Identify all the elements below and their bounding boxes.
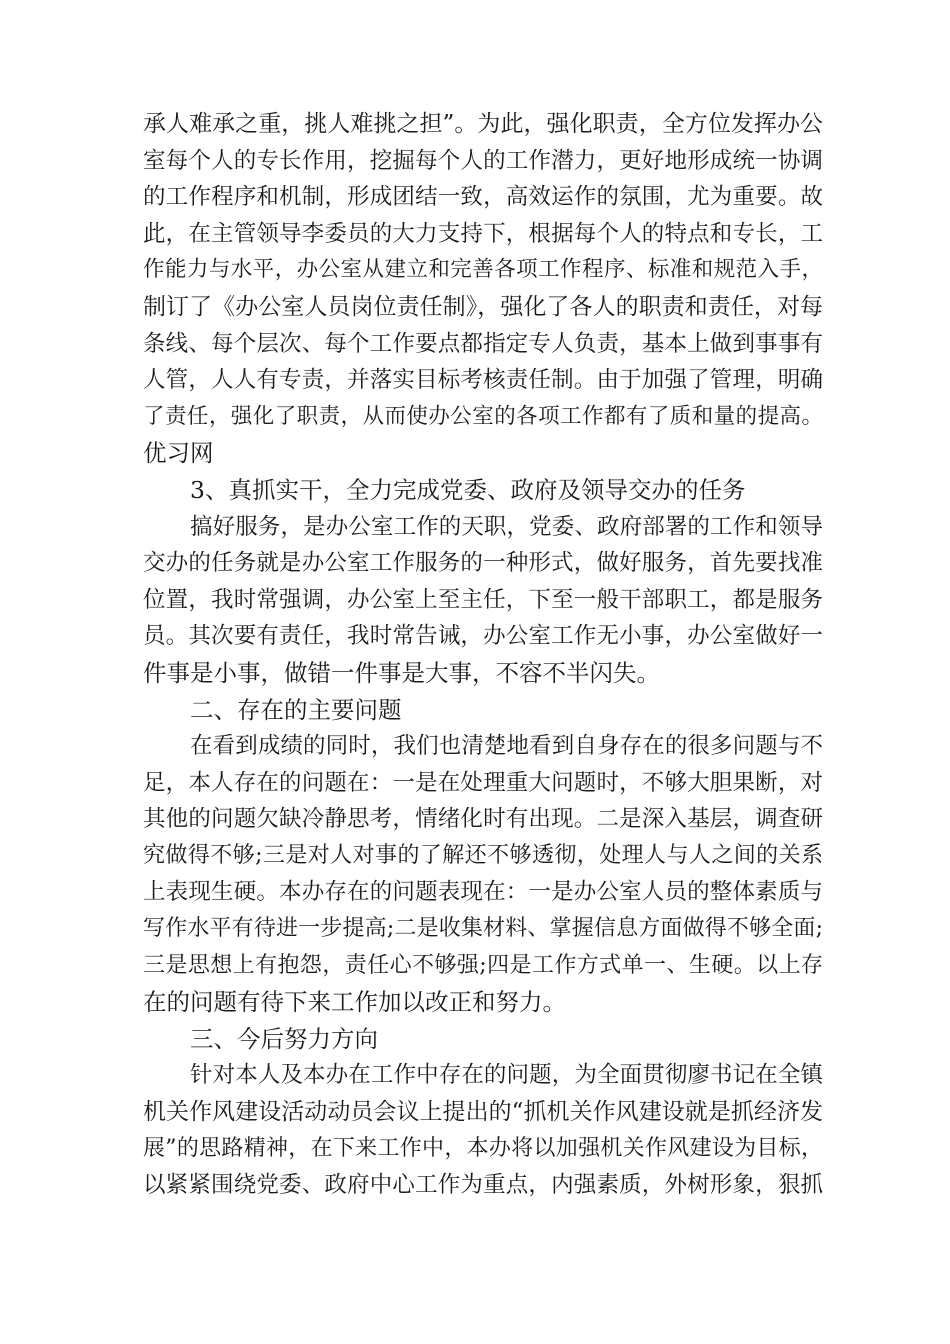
text-line: 人管，人人有专责，并落实目标考核责任制。由于加强了管理，明确 bbox=[143, 367, 823, 394]
text-line: 制订了《办公室人员岗位责任制》，强化了各人的职责和责任，对每 bbox=[143, 293, 823, 320]
paragraph-first-line: 针对本人及本办在工作中存在的问题，为全面贯彻廖书记在全镇 bbox=[190, 1062, 823, 1089]
text-line: 交办的任务就是办公室工作服务的一种形式，做好服务，首先要找准 bbox=[143, 550, 823, 577]
text-line: 员。其次要有责任，我时常告诫，办公室工作无小事，办公室做好一 bbox=[143, 623, 823, 650]
text-line: 三是思想上有抱怨，责任心不够强;四是工作方式单一、生硬。以上存 bbox=[143, 952, 823, 978]
text-line: 足，本人存在的问题在：一是在处理重大问题时，不够大胆果断，对 bbox=[143, 769, 823, 796]
text-line: 展”的思路精神，在下来工作中，本办将以加强机关作风建设为目标， bbox=[143, 1135, 823, 1161]
text-line: 位置，我时常强调，办公室上至主任，下至一般干部职工，都是服务 bbox=[143, 586, 823, 613]
text-line: 究做得不够;三是对人对事的了解还不够透彻，处理人与人之间的关系 bbox=[143, 842, 823, 868]
paragraph-first-line: 二、存在的主要问题 bbox=[190, 695, 402, 724]
text-line: 的工作程序和机制，形成团结一致，高效运作的氛围，尤为重要。故 bbox=[143, 184, 823, 211]
text-line: 室每个人的专长作用，挖掘每个人的工作潜力，更好地形成统一协调 bbox=[143, 147, 823, 174]
text-line: 在的问题有待下来工作加以改正和努力。 bbox=[143, 988, 566, 1017]
document-body bbox=[143, 106, 823, 1204]
text-line: 其他的问题欠缺冷静思考，情绪化时有出现。二是深入基层，调查研 bbox=[143, 806, 823, 833]
text-line: 优习网 bbox=[143, 439, 214, 468]
text-line: 作能力与水平，办公室从建立和完善各项工作程序、标准和规范入手， bbox=[143, 257, 823, 283]
text-line: 条线、每个层次、每个工作要点都指定专人负责，基本上做到事事有 bbox=[143, 330, 823, 357]
text-line: 此，在主管领导李委员的大力支持下，根据每个人的特点和专长，工 bbox=[143, 220, 823, 247]
text-line: 了责任，强化了职责，从而使办公室的各项工作都有了质和量的提高。 bbox=[143, 403, 823, 429]
text-line: 承人难承之重，挑人难挑之担”。为此，强化职责，全方位发挥办公 bbox=[143, 111, 823, 137]
text-line: 上表现生硬。本办存在的问题表现在：一是办公室人员的整体素质与 bbox=[143, 879, 823, 906]
text-line: 写作水平有待进一步提高;二是收集材料、掌握信息方面做得不够全面; bbox=[143, 916, 823, 942]
paragraph-first-line: 搞好服务，是办公室工作的天职，党委、政府部署的工作和领导 bbox=[190, 513, 823, 540]
text-line: 件事是小事，做错一件事是大事，不容不半闪失。 bbox=[143, 658, 660, 687]
paragraph-first-line: 三、今后努力方向 bbox=[190, 1024, 378, 1053]
text-line: 机关作风建设活动动员会议上提出的“抓机关作风建设就是抓经济发 bbox=[143, 1099, 823, 1126]
paragraph-first-line: 在看到成绩的同时，我们也清楚地看到自身存在的很多问题与不 bbox=[190, 733, 823, 760]
paragraph-first-line: 3、真抓实干，全力完成党委、政府及领导交办的任务 bbox=[190, 475, 746, 504]
text-line: 以紧紧围绕党委、政府中心工作为重点，内强素质，外树形象，狠抓 bbox=[143, 1172, 823, 1199]
